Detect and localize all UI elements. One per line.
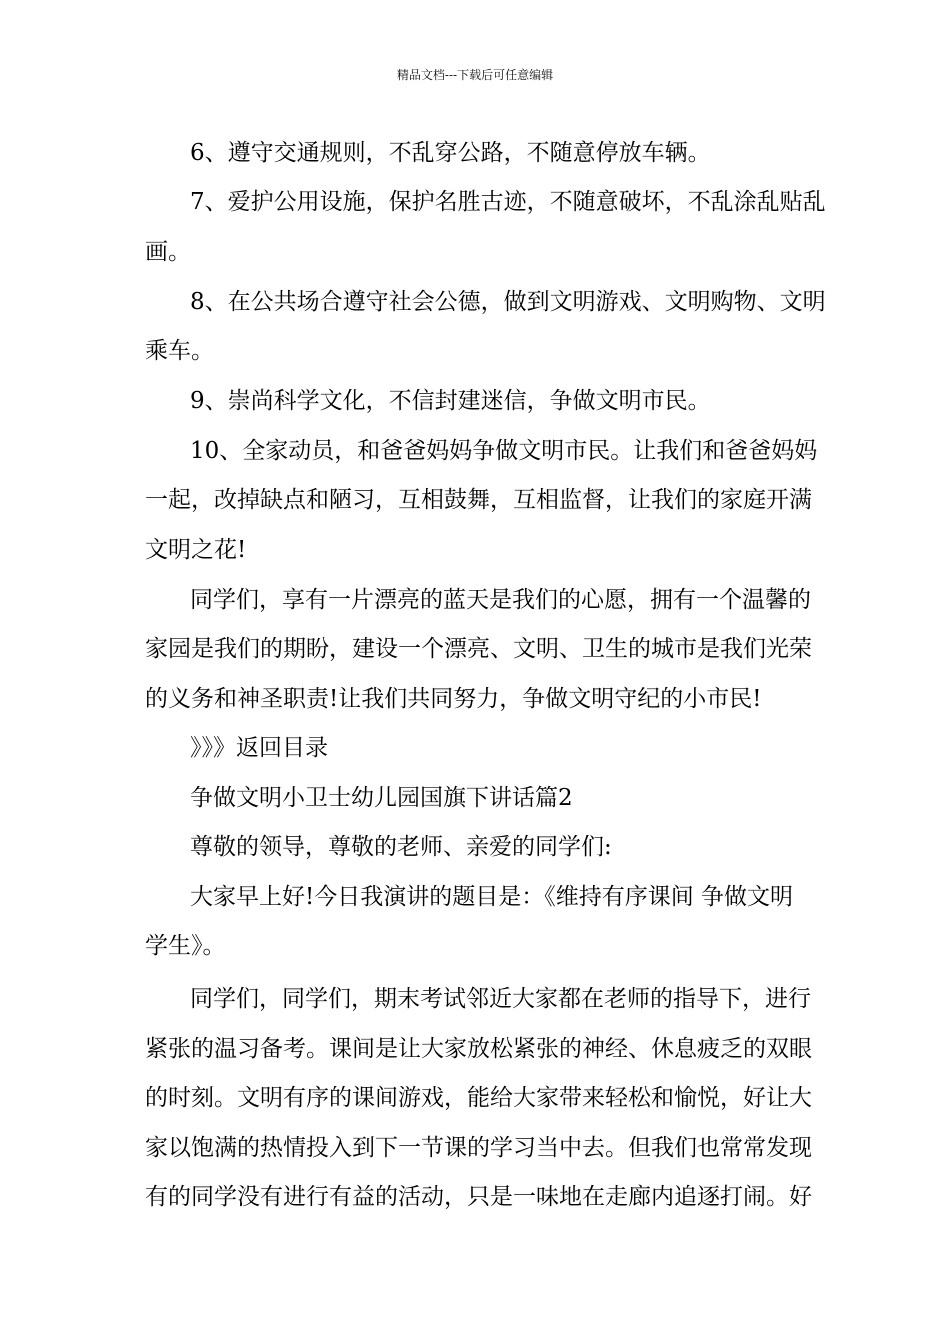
text-line: 家以饱满的热情投入到下一节课的学习当中去。但我们也常常发现 — [145, 1135, 812, 1161]
text-line: 的义务和神圣职责!让我们共同努力，争做文明守纪的小市民! — [145, 686, 762, 712]
text-line: 画。 — [145, 239, 191, 265]
text-line: 一起，改掉缺点和陋习，互相鼓舞，互相监督，让我们的家庭开满 — [145, 487, 812, 513]
text-line: 7、爱护公用设施，保护名胜古迹，不随意破坏，不乱涂乱贴乱 — [190, 189, 826, 215]
page-header: 精品文档---下载后可任意编辑 — [396, 68, 554, 82]
text-line: 有的同学没有进行有益的活动，只是一味地在走廊内追逐打闹。好 — [145, 1184, 812, 1210]
section-title: 争做文明小卫士幼儿园国旗下讲话篇2 — [190, 785, 573, 811]
return-to-toc-link[interactable]: 》》》返回目录 — [190, 735, 328, 761]
text-line: 10、全家动员，和爸爸妈妈争做文明市民。让我们和爸爸妈妈 — [190, 438, 818, 464]
text-line: 学生》。 — [145, 933, 226, 959]
text-line: 尊敬的领导，尊敬的老师、亲爱的同学们: — [190, 834, 612, 860]
text-line: 同学们，同学们，期末考试邻近大家都在老师的指导下，进行 — [190, 986, 811, 1012]
text-line: 9、崇尚科学文化，不信封建迷信，争做文明市民。 — [190, 388, 711, 414]
text-line: 家园是我们的期盼，建设一个漂亮、文明、卫生的城市是我们光荣 — [145, 636, 812, 662]
text-line: 8、在公共场合遵守社会公德，做到文明游戏、文明购物、文明 — [190, 289, 826, 315]
text-line: 乘车。 — [145, 338, 214, 364]
text-line: 同学们，享有一片漂亮的蓝天是我们的心愿，拥有一个温馨的 — [190, 587, 811, 613]
text-line: 大家早上好!今日我演讲的题目是：《维持有序课间 争做文明 — [190, 884, 794, 910]
text-line: 文明之花! — [145, 537, 247, 563]
text-line: 6、遵守交通规则，不乱穿公路，不随意停放车辆。 — [190, 140, 711, 166]
text-line: 紧张的温习备考。课间是让大家放松紧张的神经、休息疲乏的双眼 — [145, 1036, 812, 1062]
text-line: 的时刻。文明有序的课间游戏，能给大家带来轻松和愉悦，好让大 — [145, 1085, 812, 1111]
